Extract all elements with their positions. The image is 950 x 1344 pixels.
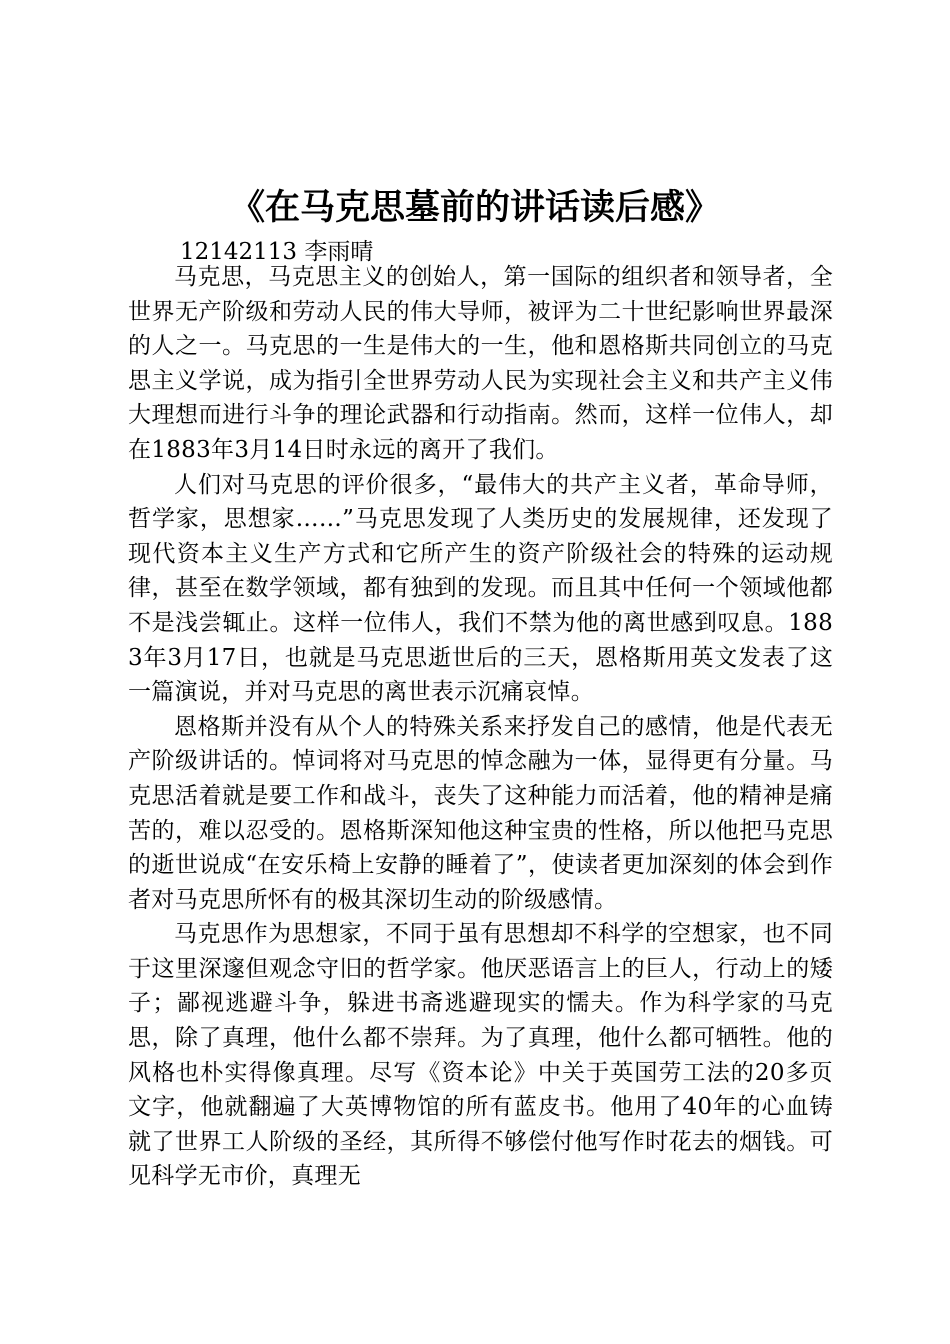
paragraph-1: 马克思，马克思主义的创始人，第一国际的组织者和领导者，全世界无产阶级和劳动人民的伟大导师，被评为二十世纪影响世界最深的人之一。马克思的一生是伟大的一生，他和恩格斯共同创立的马克思主义学说，成为指引全世界劳动人民为实现社会主义和共产主义伟大理想而进行斗争的理论武器和行动指南。然而，这样一位伟人，却在1883年3月14日时永远的离开了我们。 xyxy=(128,264,833,463)
author-line: 12142113 李雨晴 xyxy=(180,239,374,265)
paragraph-4: 马克思作为思想家，不同于虽有思想却不科学的空想家，也不同于这里深邃但观念守旧的哲学家。他厌恶语言上的巨人，行动上的矮子；鄙视逃避斗争，躲进书斋逃避现实的懦夫。作为科学家的马克思，除了真理，他什么都不崇拜。为了真理，他什么都可牺牲。他的风格也朴实得像真理。尽写《资本论》中关于英国劳工法的20多页文字，他就翻遍了大英博物馆的所有蓝皮书。他用了40年的心血铸就了世界工人阶级的圣经，其所得不够偿付他写作时花去的烟钱。可见科学无市价，真理无 xyxy=(128,921,833,1190)
document-title: 《在马克思墓前的讲话读后感》 xyxy=(229,187,720,228)
paragraph-2: 人们对马克思的评价很多，“最伟大的共产主义者，革命导师，哲学家，思想家……”马克思发现了人类历史的发展规律，还发现了现代资本主义生产方式和它所产生的资产阶级社会的特殊的运动规律，甚至在数学领域，都有独到的发现。而且其中任何一个领域他都不是浅尝辄止。这样一位伟人，我们不禁为他的离世感到叹息。1883年3月17日，也就是马克思逝世后的三天，恩格斯用英文发表了这一篇演说，并对马克思的离世表示沉痛哀悼。 xyxy=(128,471,833,706)
paragraph-3: 恩格斯并没有从个人的特殊关系来抒发自己的感情，他是代表无产阶级讲话的。悼词将对马克思的悼念融为一体，显得更有分量。马克思活着就是要工作和战斗，丧失了这种能力而活着，他的精神是痛苦的，难以忍受的。恩格斯深知他这种宝贵的性格，所以他把马克思的逝世说成“在安乐椅上安静的睡着了”，使读者更加深刻的体会到作者对马克思所怀有的极其深切生动的阶级感情。 xyxy=(128,713,833,913)
document-body xyxy=(128,260,833,1194)
